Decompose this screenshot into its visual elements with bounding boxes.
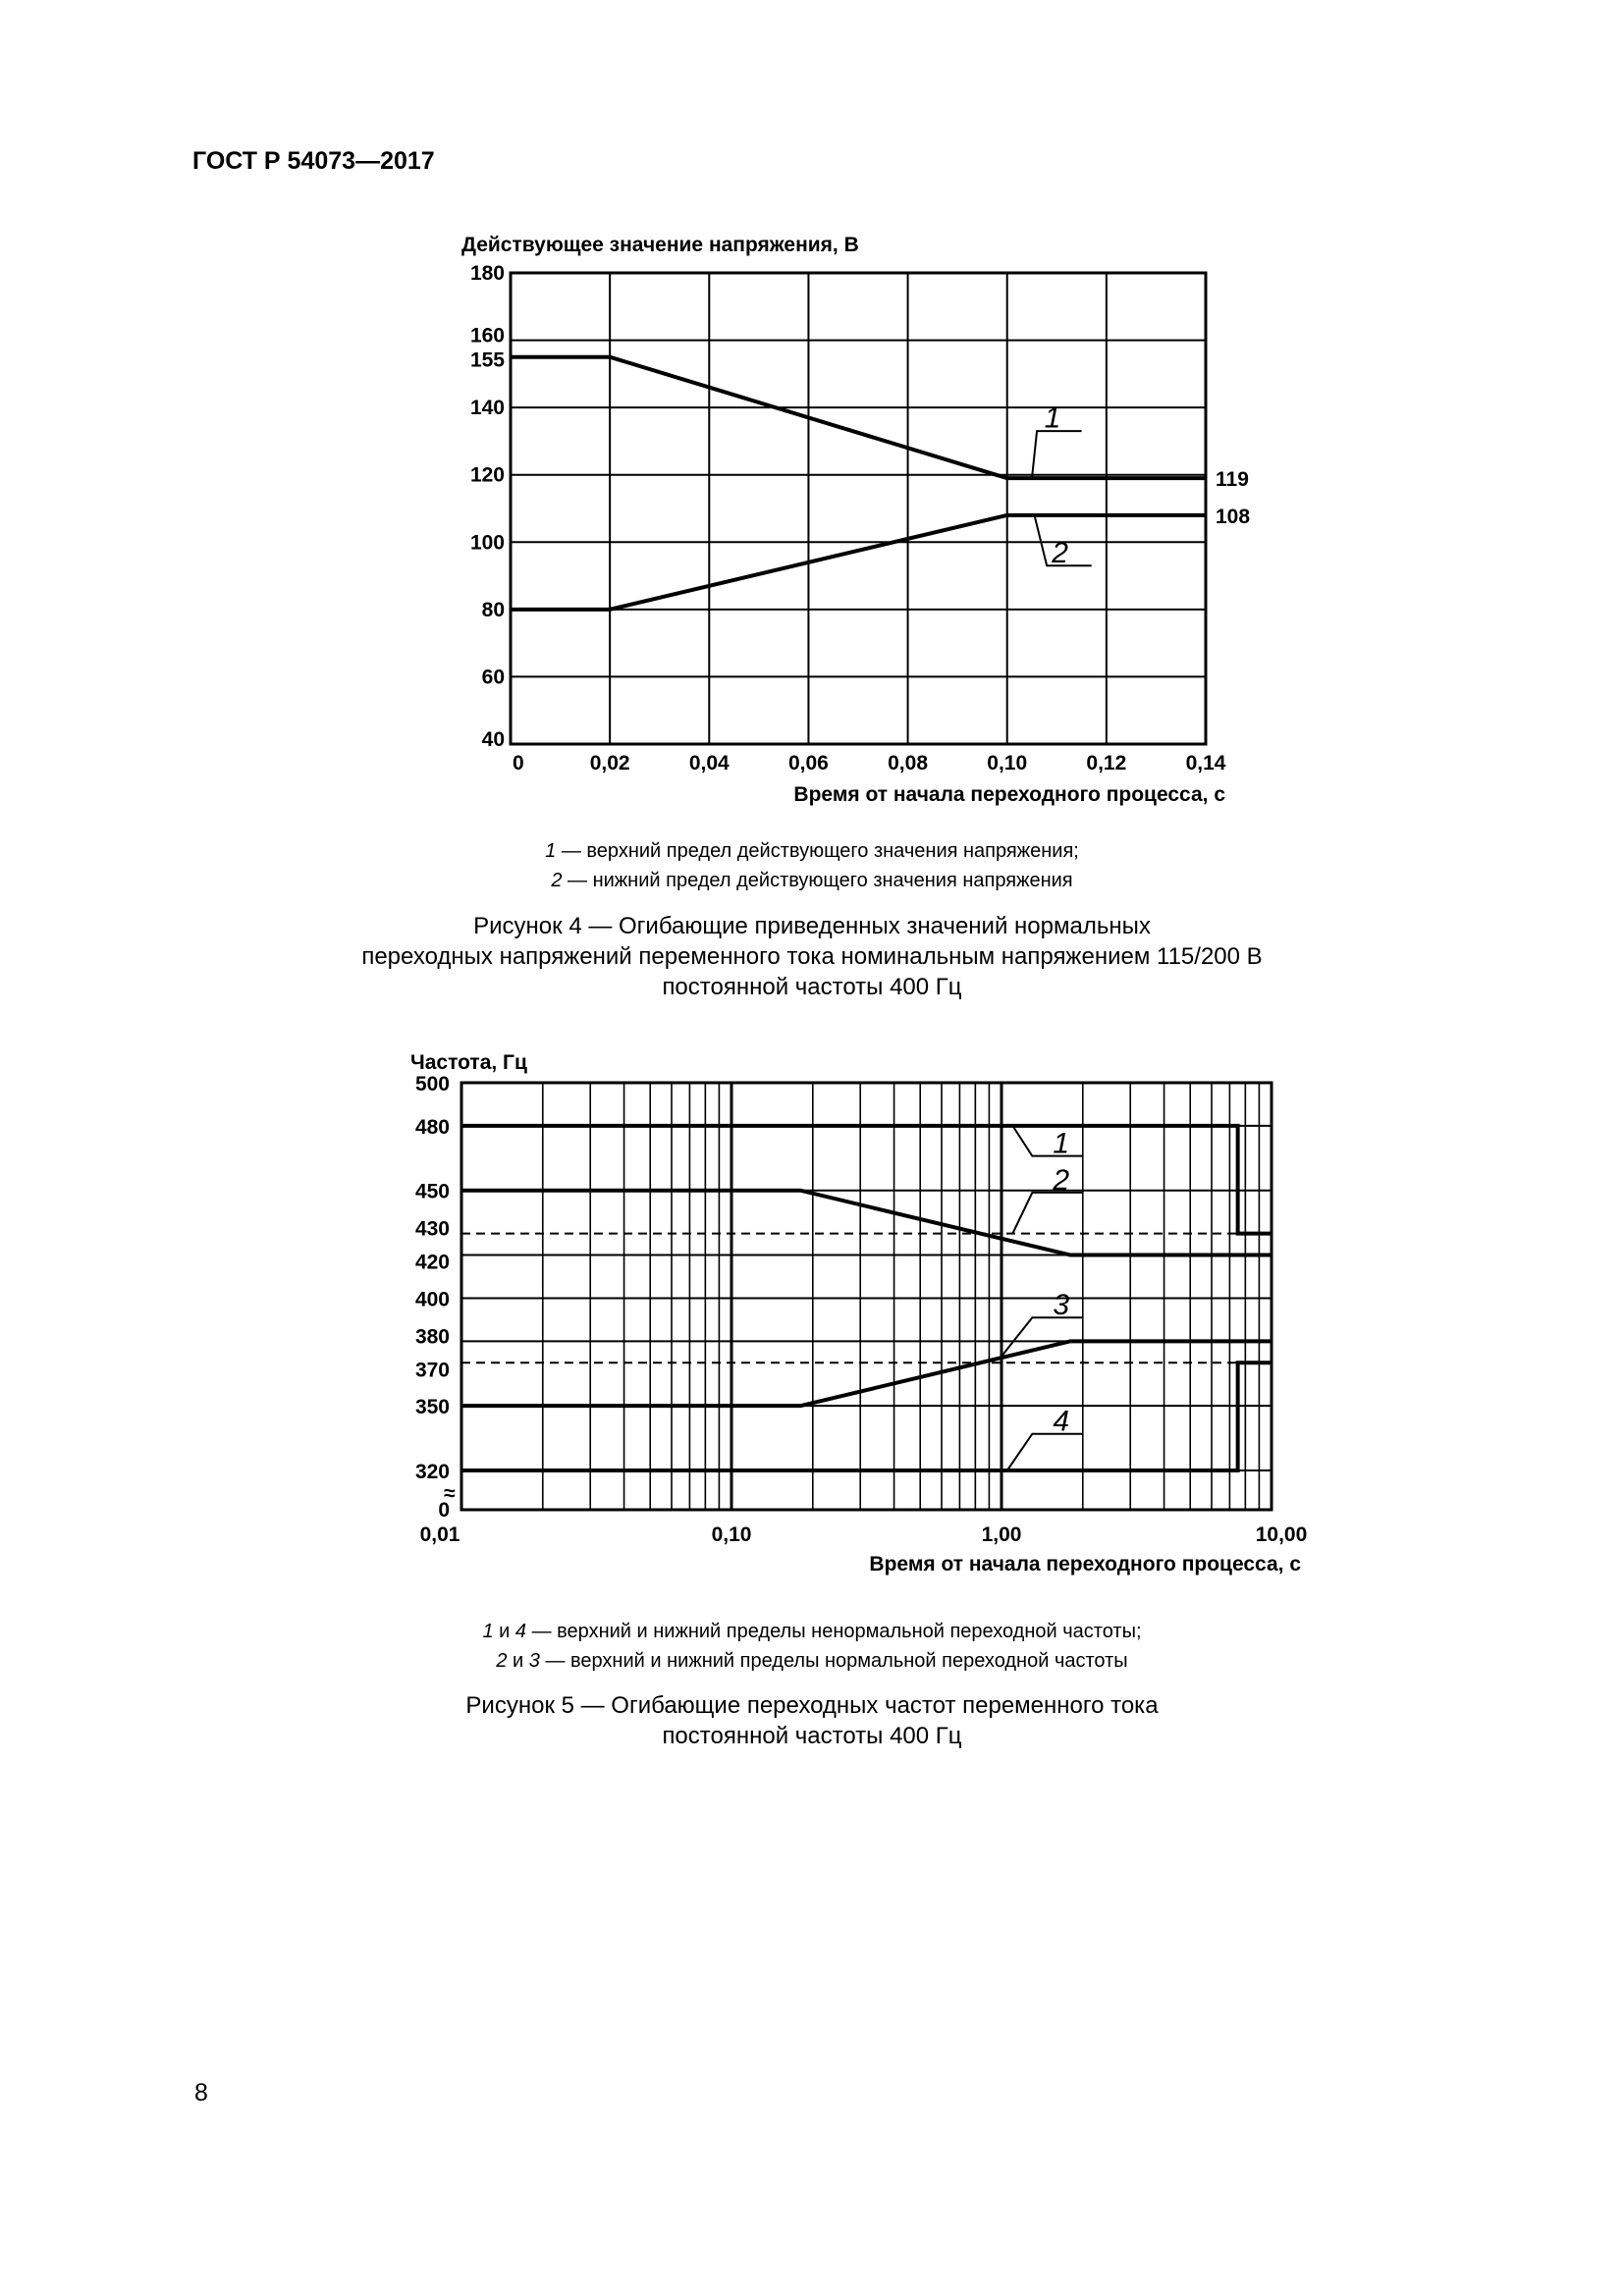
y-tick-label: 400 [414, 1288, 450, 1311]
series-1-line [461, 1126, 1272, 1234]
plot-frame [461, 1083, 1272, 1510]
y-tick-label: 420 [414, 1251, 450, 1274]
y-tick-label: 380 [414, 1325, 450, 1349]
x-tick-label: 0,02 [589, 752, 630, 774]
y-tick-label: 480 [414, 1115, 450, 1139]
x-axis-title: Время от начала переходного процесса, с [793, 783, 1225, 806]
y-tick-label: 320 [414, 1461, 450, 1483]
document-header: ГОСТ Р 54073—2017 [192, 147, 435, 175]
leader-4 [1007, 1434, 1083, 1470]
x-tick-label: 0 [513, 752, 524, 774]
y-tick-label: 100 [469, 531, 505, 555]
leader-3 [1001, 1317, 1083, 1357]
leader-2 [1012, 1193, 1082, 1234]
x-tick-label: 0,12 [1086, 752, 1127, 774]
curve-label-1: 1 [1044, 401, 1061, 435]
y-axis-title: Частота, Гц [410, 1051, 527, 1074]
y-tick-label: 350 [414, 1396, 450, 1419]
figure-4-chart [0, 0, 1624, 883]
y-tick-label: 0 [438, 1499, 450, 1522]
x-tick-label: 0,06 [787, 752, 829, 774]
x-tick-label: 1,00 [981, 1523, 1022, 1546]
x-tick-label: 10,00 [1255, 1523, 1308, 1546]
x-tick-label: 0,04 [688, 752, 730, 774]
x-tick-label: 0,14 [1185, 752, 1226, 774]
y-tick-label: 80 [481, 598, 505, 621]
legend-item-2-3: 2 и 3 — верхний и нижний пределы нормальной переходной частоты [496, 1650, 1128, 1672]
legend-item-1: 1 — верхний предел действующего значения напряжения; [545, 840, 1079, 862]
figure-4-caption: Рисунок 4 — Огибающие приведенных значений нормальных переходных напряжений переменного тока номинальным напряжением 115/200 В постоянной частоты 400 Гц [361, 913, 1263, 1000]
axis-break-symbol: ≈ [444, 1482, 456, 1505]
y-tick-label: 155 [469, 348, 505, 372]
curve-label-2: 2 [1052, 536, 1068, 569]
y-tick-label: 60 [481, 666, 505, 689]
figure-4-legend [0, 836, 1624, 895]
y-tick-label: 140 [469, 397, 505, 420]
series-2-line [461, 1191, 1272, 1255]
curve-label-1: 1 [1053, 1127, 1070, 1160]
series-2-line [511, 515, 1206, 610]
x-tick-label: 0,10 [711, 1523, 752, 1546]
legend-item-2: 2 — нижний предел действующего значения напряжения [551, 870, 1073, 891]
x-tick-label: 0,01 [419, 1523, 460, 1546]
y-tick-label: 500 [414, 1073, 450, 1095]
y-tick-label: 450 [414, 1180, 450, 1203]
figure-5-caption: Рисунок 5 — Огибающие переходных частот переменного тока постоянной частоты 400 Гц [465, 1692, 1159, 1749]
y-axis-title: Действующее значение напряжения, В [461, 234, 859, 256]
series-1-end-label: 119 [1216, 468, 1249, 492]
curve-label-3: 3 [1053, 1289, 1070, 1322]
y-tick-label: 430 [414, 1217, 450, 1241]
series-3-line [461, 1341, 1272, 1406]
plot-frame [511, 273, 1206, 744]
x-tick-label: 0,10 [987, 752, 1028, 774]
y-tick-label: 370 [414, 1359, 450, 1382]
y-tick-label: 120 [469, 463, 505, 487]
series-4-line [461, 1362, 1272, 1470]
curve-label-4: 4 [1053, 1405, 1070, 1438]
y-tick-label: 40 [481, 728, 505, 751]
leader-1 [1032, 431, 1082, 478]
series-1-line [511, 357, 1206, 478]
y-tick-label: 160 [469, 324, 505, 347]
legend-item-1-4: 1 и 4 — верхний и нижний пределы ненормальной переходной частоты; [482, 1621, 1142, 1642]
page-number: 8 [194, 2079, 208, 2107]
figure-5-chart [0, 1031, 1624, 1580]
series-2-end-label: 108 [1216, 505, 1251, 528]
x-axis-title: Время от начала переходного процесса, с [869, 1553, 1301, 1575]
x-tick-label: 0,08 [888, 752, 929, 774]
leader-1 [1012, 1126, 1082, 1156]
figure-5-legend [0, 1617, 1624, 1676]
y-tick-label: 180 [469, 262, 505, 285]
curve-label-2: 2 [1053, 1163, 1070, 1197]
